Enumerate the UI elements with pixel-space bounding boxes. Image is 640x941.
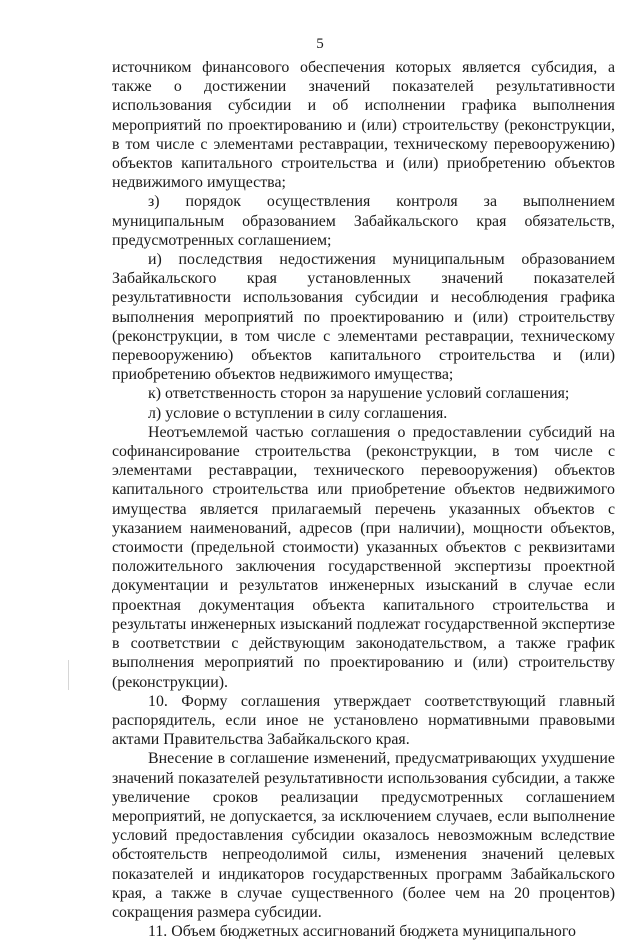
paragraph-item-l: л) условие о вступлении в силу соглашения.	[148, 404, 448, 422]
page-number: 5	[316, 36, 324, 52]
paragraph-item-i: и) последствия недостижения муниципальным образованием Забайкальского края установленных значений показателей результативности использования субсидии и несоблюдения графика выполнения мероприятий по проектированию и (или) строительству (реконструкции, в том числе с элементами реставрации, техническому перевооружению) объектов капитального строительства и (или) приобретению объектов недвижимого имущества;	[112, 251, 615, 384]
paragraph-clause-11: 11. Объем бюджетных ассигнований бюджета муниципального	[148, 923, 576, 941]
scan-margin-mark	[68, 660, 69, 690]
paragraph-item-k: к) ответственность сторон за нарушение условий соглашения;	[148, 385, 570, 403]
paragraph-integral-part: Неотъемлемой частью соглашения о предоставлении субсидий на софинансирование строительства (реконструкции, в том числе с элементами реставрации, технического перевооружения) объектов капитального строительства или приобретение объектов недвижимого имущества является прилагаемый перечень указанных объектов с указанием наименований, адресов (при наличии), мощности объектов, стоимости (предельной стоимости) указанных объектов с реквизитами положительного заключения государственной экспертизы проектной документации и результатов инженерных изысканий в случае если проектная документация объекта капитального строительства и результаты инженерных изысканий подлежат государственной экспертизе в соответствии с действующим законодательством, а также график выполнения мероприятий по проектированию и (или) строительству (реконструкции).	[112, 423, 615, 691]
paragraph-item-z: з) порядок осуществления контроля за выполнением муниципальным образованием Забайкальского края обязательств, предусмотренных соглашением;	[112, 193, 615, 249]
document-body	[112, 58, 615, 941]
paragraph-amendments: Внесение в соглашение изменений, предусматривающих ухудшение значений показателей результативности использования субсидии, а также увеличение сроков реализации предусмотренных соглашением мероприятий, не допускается, за исключением случаев, если выполнение условий предоставления субсидии оказалось невозможным вследствие обстоятельств непреодолимой силы, изменения значений целевых показателей и индикаторов государственных программ Забайкальского края, а также в случае существенного (более чем на 20 процентов) сокращения размера субсидии.	[112, 750, 615, 921]
paragraph-clause-10: 10. Форму соглашения утверждает соответствующий главный распорядитель, если иное не установлено нормативными правовыми актами Правительства Забайкальского края.	[112, 692, 615, 749]
paragraph-continuation: источником финансового обеспечения которых является субсидия, а также о достижении значений показателей результативности использования субсидии и об исполнении графика выполнения мероприятий по проектированию и (или) строительству (реконструкции, в том числе с элементами реставрации, техническому перевооружению) объектов капитального строительства и (или) приобретению объектов недвижимого имущества;	[112, 59, 615, 192]
